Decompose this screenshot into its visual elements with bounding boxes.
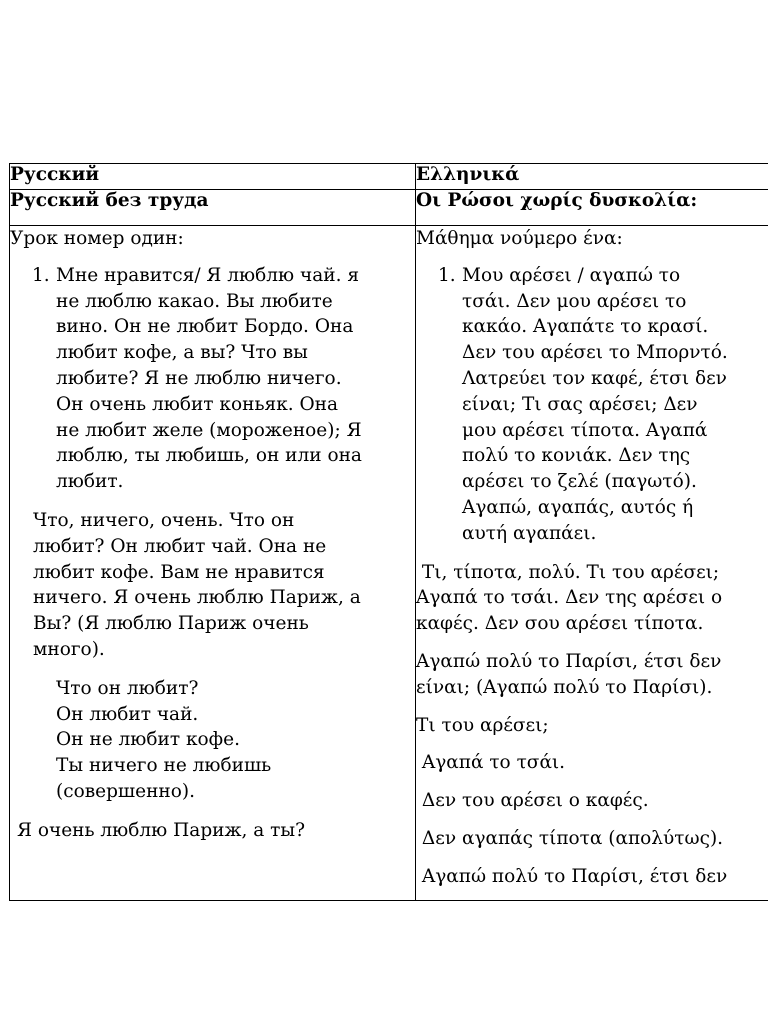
russian-qa-block (10, 676, 415, 805)
russian-intro: Урок номер один: (10, 228, 184, 249)
greek-list-line: αρέσει το ζελέ (παγωτό). (462, 471, 697, 493)
header-russian: Русский (10, 164, 416, 190)
greek-para-line: καφές. Δεν σου αρέσει τίποτα. (416, 613, 704, 635)
russian-para-line: любит? Он любит чай. Она не (33, 535, 327, 557)
russian-list-line: любите? Я не люблю ничего. (56, 367, 342, 389)
russian-qa-line: Ты ничего не любишь (56, 755, 272, 777)
russian-qa-line: Он не любит кофе. (56, 729, 240, 751)
greek-list-line: Αγαπώ, αγαπάς, αυτός ή (462, 496, 694, 518)
russian-para-line: любит кофе. Вам не нравится (33, 561, 325, 583)
greek-list-line: αυτή αγαπάει. (462, 522, 597, 544)
greek-list-line: πολύ το κονιάκ. Δεν της (462, 445, 691, 467)
header-greek: Ελληνικά (416, 164, 768, 190)
greek-answer-line: Δεν του αρέσει ο καφές. (416, 790, 649, 812)
greek-intro: Μάθημα νούμερο ένα: (416, 228, 623, 249)
greek-list-line: είναι; Τι σας αρέσει; Δεν (462, 393, 698, 415)
subheader-row (10, 190, 768, 226)
russian-list-line: не любит желе (мороженое); Я (56, 419, 362, 441)
greek-list-line: τσάι. Δεν μου αρέσει το (462, 290, 687, 312)
greek-para-line: Αγαπά το τσάι. Δεν της αρέσει ο (416, 587, 723, 609)
greek-list-line: Λατρεύει τον καφέ, έτσι δεν (462, 367, 727, 389)
body-row (10, 226, 768, 901)
greek-list-line: Μου αρέσει / αγαπώ το (462, 264, 681, 286)
russian-qa-line: (совершенно). (56, 780, 195, 802)
greek-paragraph-2 (416, 649, 768, 701)
russian-list-line: вино. Он не любит Бордо. Она (56, 316, 354, 338)
russian-para-line: Что, ничего, очень. Что он (33, 509, 295, 531)
russian-para-line: Вы? (Я люблю Париж очень (33, 613, 309, 635)
russian-para-line: ничего. Я очень люблю Париж, а (33, 587, 361, 609)
russian-qa-line: Что он любит? (56, 677, 199, 699)
translation-table (9, 163, 768, 901)
greek-list-marker: 1. (438, 264, 456, 286)
greek-para-line: είναι; (Αγαπώ πολύ το Παρίσι). (416, 676, 713, 698)
russian-last-line: Я очень люблю Париж, а ты? (17, 819, 306, 841)
russian-lesson-cell (10, 226, 416, 901)
greek-paragraph-1 (416, 560, 768, 637)
russian-list-marker: 1. (32, 264, 50, 286)
greek-para-line: Αγαπώ πολύ το Παρίσι, έτσι δεν (416, 650, 722, 672)
greek-list-line: μου αρέσει τίποτα. Αγαπά (462, 419, 708, 441)
greek-question-line: Τι του αρέσει; (416, 714, 549, 736)
greek-list-line: κακάο. Αγαπάτε το κρασί. (462, 316, 709, 338)
russian-list-line: любит кофе, а вы? Что вы (56, 342, 308, 364)
russian-qa-line: Он любит чай. (56, 703, 199, 725)
russian-para-line: много). (33, 638, 105, 660)
russian-list-text (56, 263, 415, 495)
russian-list-line: Он очень любит коньяк. Она (56, 393, 339, 415)
subheader-greek: Οι Ρώσοι χωρίς δυσκολία: (416, 190, 768, 226)
russian-list-line: любит. (56, 471, 124, 493)
greek-answer-line: Αγαπά το τσάι. (416, 752, 566, 774)
greek-list-item (416, 263, 768, 547)
russian-paragraph (10, 508, 415, 663)
greek-para-line: Τι, τίποτα, πολύ. Τι του αρέσει; (416, 561, 720, 583)
greek-answer-line: Δεν αγαπάς τίποτα (απολύτως). (416, 827, 724, 849)
greek-answer-line: Αγαπώ πολύ το Παρίσι, έτσι δεν (416, 865, 728, 887)
russian-list-item (10, 263, 415, 495)
header-row (10, 164, 768, 190)
greek-list-text (462, 263, 768, 547)
greek-lesson-cell (416, 226, 768, 901)
russian-list-line: люблю, ты любишь, он или она (56, 445, 362, 467)
russian-list-line: Мне нравится/ Я люблю чай. я (56, 264, 360, 286)
greek-list-line: Δεν του αρέσει το Μπορντό. (462, 342, 728, 364)
russian-list-line: не люблю какао. Вы любите (56, 290, 333, 312)
subheader-russian: Русский без труда (10, 190, 416, 226)
